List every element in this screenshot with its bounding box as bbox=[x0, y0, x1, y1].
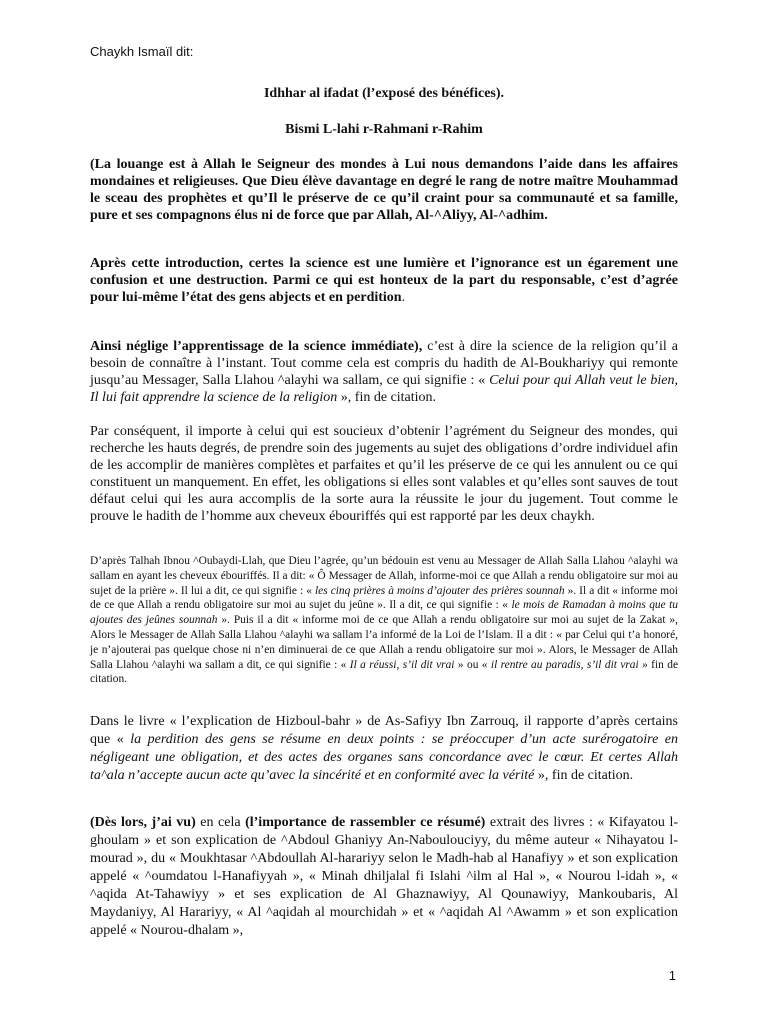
introduction-text: Après cette introduction, certes la science est une lumière et l’ignorance est un égarement une confusion et une destruction. Parmi ce qui est honteux de la part du responsable, c’est d’agrée pour lui-même l’état des gens abjects et en perdition bbox=[90, 256, 678, 305]
books-paragraph bbox=[90, 814, 678, 940]
consequence-paragraph: Par conséquent, il importe à celui qui est soucieux d’obtenir l’agrément du Seigneur des mondes, qui recherche les hauts degrés, de prendre soin des jugements au sujet des obligations d’ordre individuel afin de les accomplir de manières complètes et parfaites et qu’il les préserve de ce qui les annulent ou ce qui constituent un manquement. En effet, les obligations si elles sont valables et qu’elles sont sauves de tout défaut celui qui les aura accomplis de la sorte aura la réussite le jour du jugement. Tout comme le prouve le hadith de l’homme aux cheveux ébouriffés qui est rapporté par les deux chaykh. bbox=[90, 424, 678, 524]
hadith-italic-1: les cinq prières à moins d’ajouter des prières sounnah bbox=[315, 584, 565, 597]
author-header: Chaykh Ismaïl dit: bbox=[90, 44, 194, 59]
hadith-text-c: ». Puis il a dit « informe moi de ce que Allah a rendu obligatoire sur moi au sujet de la Zakat », Alors le Messager de Allah Salla Llahou ^alayhi wa sallam l’a informé de la Loi de l’Islam. Il a dit : « par Celui qui t’a honoré, je n’ajouterai pas quelque chose ni n’en diminuerai de ce que Allah a rendu obligatoire sur moi ». Alors, le Messager de Allah Salla Llahou ^alayhi wa sallam a dit, ce qui signifie : « bbox=[90, 614, 678, 671]
hadith-italic-2: le mois de Ramadan à moins que tu ajoutes des jeûnes sounnah bbox=[90, 599, 678, 627]
books-text-c: extrait des livres : « Kifayatou l-ghoulam » et son explication de ^Abdoul Ghaniyy An-Naboulouciyy, du même auteur « Nihayatou l-mourad », du « Moukhtasar ^Abdoullah Al-harariyy selon le Madh-hab al Hanafiyy » et son explication appelé « ^oumdatou l-Hanafiyyah », « Minah dhiljalal fi Islahi ^ilm al Hal », « Nourou l-idah », « ^aqida At-Tahawiyy » et ses explication de Al Ghaznawiyy, Al Qounawiyy, Mankoubaris, Al Maydaniyy, Al Harariyy, « Al ^aqidah al mourchidah » et « ^aqidah Al ^Awamm » et son explication appelé « Nourou-dhalam », bbox=[90, 815, 678, 938]
hizboul-text-a: Dans le livre « l’explication de Hizboul-bahr » de As-Safiyy Ibn Zarrouq, il rapporte d’après certains que « bbox=[90, 714, 678, 747]
science-bold-lead: Ainsi néglige l’apprentissage de la science immédiate), bbox=[90, 339, 423, 354]
hizboul-quote: la perdition des gens se résume en deux points : se préoccuper d’un acte surérogatoire en négligeant une obligation, et des actes des organes sans concordance avec le cœur. Et certes Allah ta^ala n’accepte aucun acte qu’avec la sincérité et en conformité avec la vérité bbox=[90, 732, 678, 783]
science-text-1: c’est à dire la science de la religion qu’il a besoin de connaître à l’instant. Tout comme cela est compris du hadith de Al-Boukhariyy qui remonte jusqu’au Messager, Salla Llahou ^alayhi wa sallam, ce qui signifie : « bbox=[90, 339, 678, 388]
science-text-2: », fin de citation. bbox=[337, 390, 437, 405]
praise-paragraph: (La louange est à Allah le Seigneur des mondes à Lui nous demandons l’aide dans les affaires mondaines et religieuses. Que Dieu élève davantage en degré le rang de notre maître Mouhammad le sceau des prophètes et qu’Il le préserve de ce qu’il craint pour sa communauté et sa famille, pure et ses compagnons élus ni de force que par Allah, Al-^Aliyy, Al-^adhim. bbox=[90, 157, 678, 223]
books-bold-1: (Dès lors, j’ai vu) bbox=[90, 815, 196, 830]
books-bold-2: (l’importance de rassembler ce résumé) bbox=[245, 815, 486, 830]
hadith-italic-3: Il a réussi, s’il dit vrai bbox=[349, 658, 455, 671]
hadith-text-a: D’après Talhah Ibnou ^Oubaydi-Llah, que Dieu l’agrée, qu’un bédouin est venu au Messager de Allah Salla Llahou ^alayhi wa sallam en ayant les cheveux ébouriffés. Il a dit: « Ô Messager de Allah, informe-moi ce que Allah a rendu obligatoire sur moi au sujet de la prière ». Il lui a dit, ce qui signifie : « bbox=[90, 555, 678, 597]
hizboul-bahr-paragraph bbox=[90, 713, 678, 785]
hadith-text-b: ». Il a dit « informe moi de ce que Allah a rendu obligatoire sur moi au sujet du jeûne ». Il a dit, ce qui signifie : « bbox=[90, 584, 678, 612]
hadith-text-e: » fin de citation. bbox=[90, 658, 679, 686]
page-number: 1 bbox=[668, 968, 676, 983]
hadith-text-d: » ou « bbox=[454, 658, 491, 671]
basmala-line: Bismi L-lahi r-Rahmani r-Rahim bbox=[285, 122, 483, 137]
introduction-paragraph bbox=[90, 255, 678, 306]
hadith-quote: Celui pour qui Allah veut le bien, Il lui fait apprendre la science de la religion bbox=[90, 373, 678, 405]
bedouin-hadith-paragraph bbox=[90, 554, 678, 687]
hizboul-text-b: », fin de citation. bbox=[534, 768, 634, 783]
introduction-period: . bbox=[401, 290, 406, 305]
document-title: Idhhar al ifadat (l’exposé des bénéfices). bbox=[263, 86, 505, 101]
hadith-italic-4: il rentre au paradis, s’il dit vrai bbox=[490, 658, 639, 671]
science-paragraph bbox=[90, 338, 678, 406]
books-text-a: en cela bbox=[195, 815, 246, 830]
